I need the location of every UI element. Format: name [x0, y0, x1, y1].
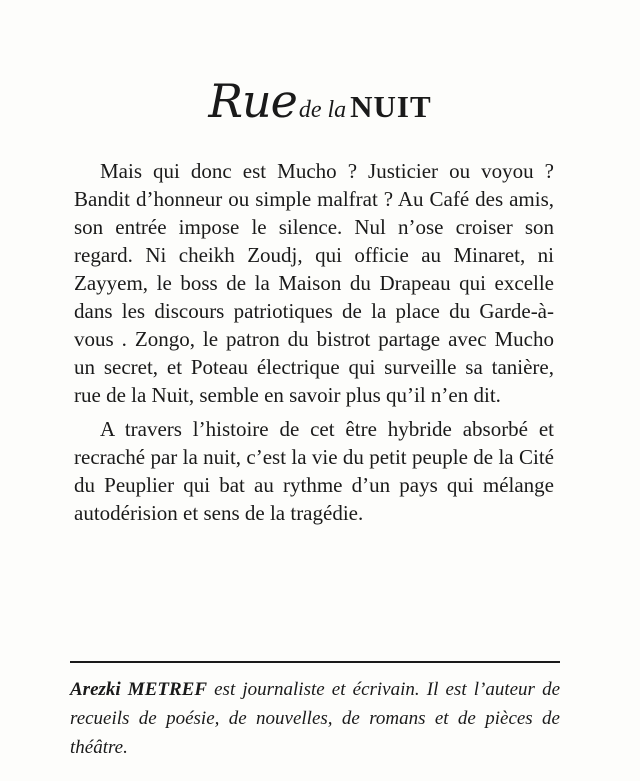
title-de-la: de la	[298, 97, 347, 123]
book-title	[0, 74, 640, 128]
title-nuit: NUIT	[350, 89, 432, 124]
author-name: Arezki METREF	[70, 679, 207, 700]
title-rue: Rue	[208, 74, 297, 128]
divider	[70, 661, 560, 663]
author-bio	[70, 675, 560, 762]
synopsis-paragraph-1: Mais qui donc est Mucho ? Justicier ou voyou ? Bandit d’honneur ou simple malfrat ? Au Café des amis, son entrée impose le silence. Nul n’ose croiser son regard. Ni cheikh Zoudj, qui officie au Minaret, ni Zayyem, le boss de la Maison du Drapeau qui excelle dans les discours patriotiques de la place du Garde-à-vous . Zongo, le patron du bistrot partage avec Mucho un secret, et Poteau électrique qui surveille sa tanière, rue de la Nuit, semble en savoir plus qu’il n’en dit.	[74, 159, 554, 407]
synopsis	[74, 157, 554, 527]
author-bio-text: est journaliste et écrivain. Il est l’auteur de recueils de poésie, de nouvelles, de romans et de pièces de théâtre.	[70, 679, 560, 758]
synopsis-paragraph-2: A travers l’histoire de cet être hybride absorbé et recraché par la nuit, c’est la vie du petit peuple de la Cité du Peuplier qui bat au rythme d’un pays qui mélange autodérision et sens de la tragédie.	[74, 417, 554, 525]
